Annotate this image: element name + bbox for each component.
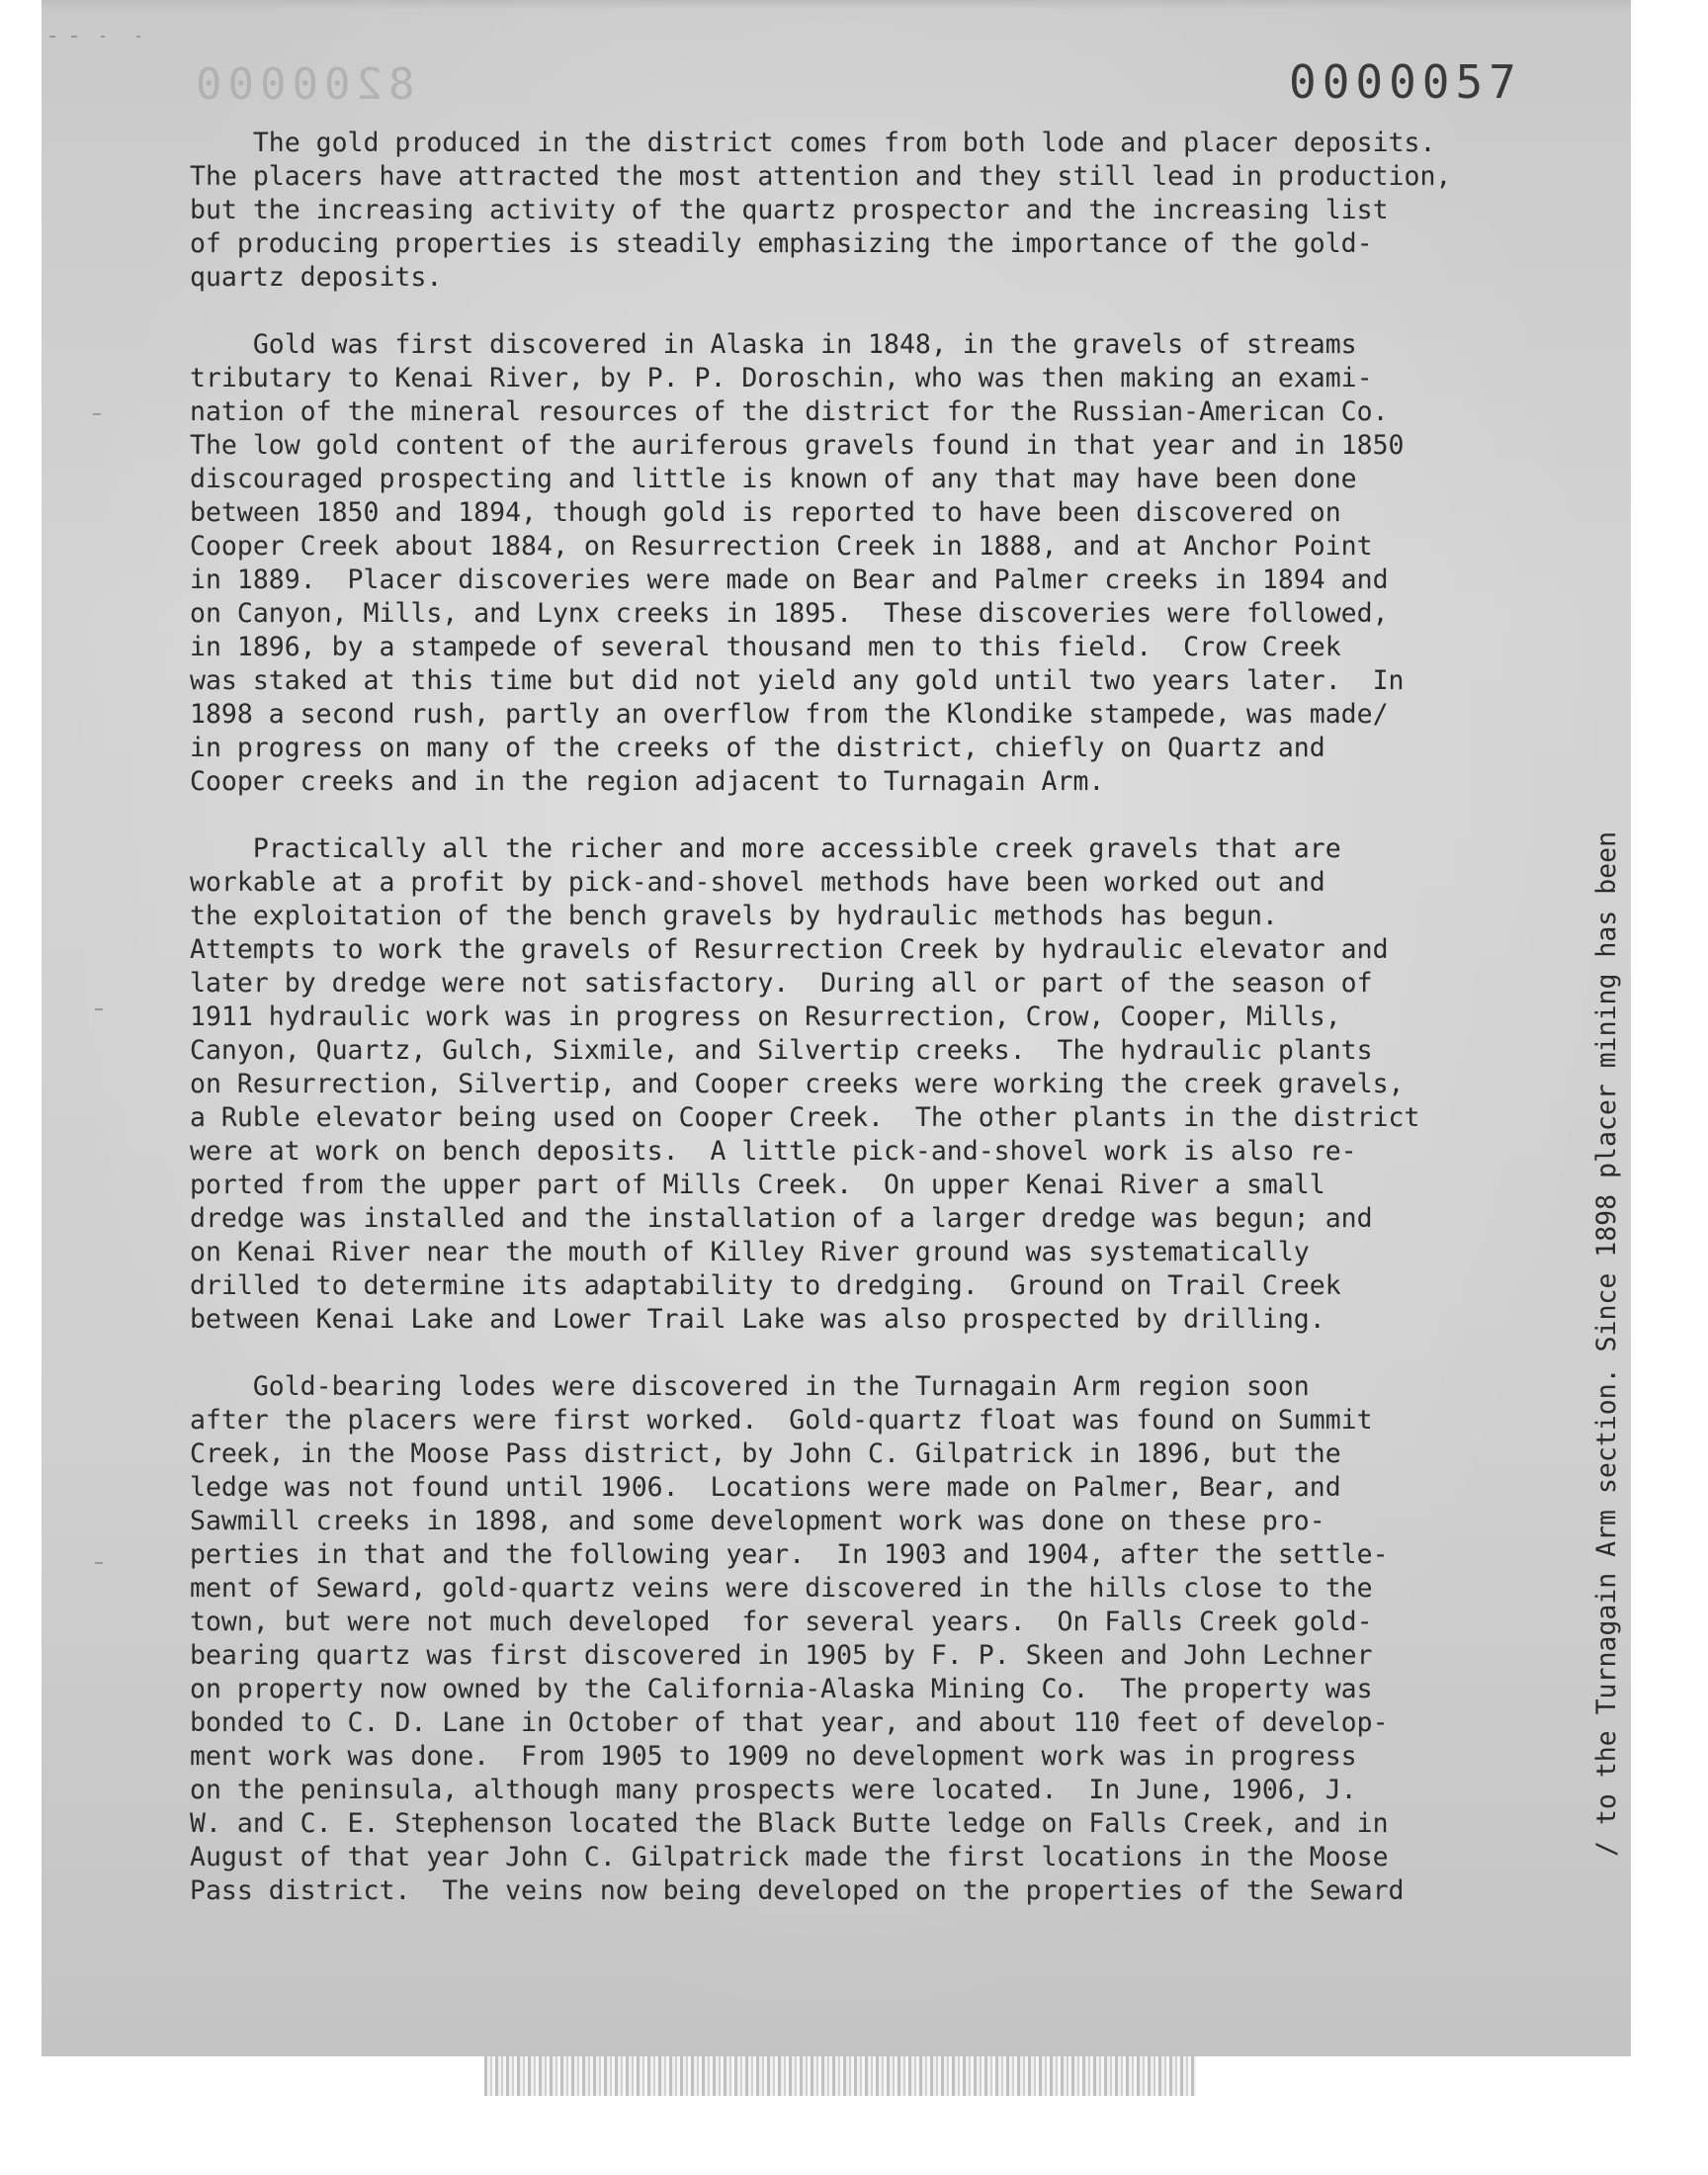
scan-speck [95, 1562, 103, 1564]
scan-speck [101, 36, 105, 38]
paragraph-gold-sources: The gold produced in the district comes from both lode and placer deposits. The placers have attracted the most attention and they still lead in production, but the increasing activity of the quartz prospector and the increasing list of producing properties is steadily emphasizing the importance of the gold- quartz deposits. [190, 128, 1452, 293]
ghost-page-number: 8200000 [190, 59, 415, 110]
scanned-page [42, 0, 1631, 2056]
scan-speck [93, 413, 101, 415]
paragraph-placer-methods: Practically all the richer and more accessible creek gravels that are workable at a profit by pick-and-shovel methods have been worked out and the exploitation of the bench gravels by hydraulic methods has begun. Attempts to work the gravels of Resurrection Creek by hydraulic elevator and later by dredge were not satisfactory. During all or part of the season of 1911 hydraulic work was in progress on Resurrection, Crow, Cooper, Mills, Canyon, Quartz, Gulch, Sixmile, and Silvertip creeks. The hydraulic plants on Resurrection, Silvertip, and Cooper creeks were working the creek gravels, a Ruble elevator being used on Cooper Creek. The other plants in the district were at work on bench deposits. A little pick-and-shovel work is also re- ported from the upper part of Mills Creek. On upper Kenai River a small dredge was installed and the installation of a larger dredge was begun; and on Kenai River near the mouth of Killey River ground was systematically drilled to determine its adaptability to dredging. Ground on Trail Creek between Kenai Lake and Lower Trail Lake was also prospected by drilling. [190, 833, 1420, 1335]
scanner-edge-stripe [484, 2056, 1196, 2096]
page-number: 0000057 [1289, 55, 1522, 109]
margin-insertion-note: / to the Turnagain Arm section. Since 1898 placer mining has been [1591, 830, 1622, 1857]
scan-speck [49, 36, 55, 38]
document-body [190, 127, 1564, 1942]
paragraph-first-discovery: Gold was first discovered in Alaska in 1848, in the gravels of streams tributary to Kenai River, by P. P. Doroschin, who was then making an exami- nation of the mineral resources of the district for the Russian-American Co. The low gold content of the auriferous gravels found in that year and in 1850 discouraged prospecting and little is known of any that may have been done between 1850 and 1894, though gold is reported to have been discovered on Cooper Creek about 1884, on Resurrection Creek in 1888, and at Anchor Point in 1889. Placer discoveries were made on Bear and Palmer creeks in 1894 and on Canyon, Mills, and Lynx creeks in 1895. These discoveries were followed, in 1896, by a stampede of several thousand men to this field. Crow Creek was staked at this time but did not yield any gold until two years later. In 1898 a second rush, partly an overflow from the Klondike stampede, was made/ in progress on many of the creeks of the district, chiefly on Quartz and Cooper creeks and in the region adjacent to Turnagain Arm. [190, 329, 1405, 797]
scan-speck [71, 36, 77, 38]
scan-top-shadow [42, 0, 1631, 10]
scan-speck [136, 36, 140, 38]
paragraph-gold-lodes: Gold-bearing lodes were discovered in the Turnagain Arm region soon after the placers were first worked. Gold-quartz float was found on Summit Creek, in the Moose Pass district, by John C. Gilpatrick in 1896, but the ledge was not found until 1906. Locations were made on Palmer, Bear, and Sawmill creeks in 1898, and some development work was done on these pro- perties in that and the following year. In 1903 and 1904, after the settle- ment of Seward, gold-quartz veins were discovered in the hills close to the town, but were not much developed for several years. On Falls Creek gold- bearing quartz was first discovered in 1905 by F. P. Skeen and John Lechner on property now owned by the California-Alaska Mining Co. The property was bonded to C. D. Lane in October of that year, and about 110 feet of develop- ment work was done. From 1905 to 1909 no development work was in progress on the peninsula, although many prospects were located. In June, 1906, J. W. and C. E. Stephenson located the Black Butte ledge on Falls Creek, and in August of that year John C. Gilpatrick made the first locations in the Moose Pass district. The veins now being developed on the properties of the Seward [190, 1371, 1405, 1906]
scan-speck [95, 1008, 103, 1010]
